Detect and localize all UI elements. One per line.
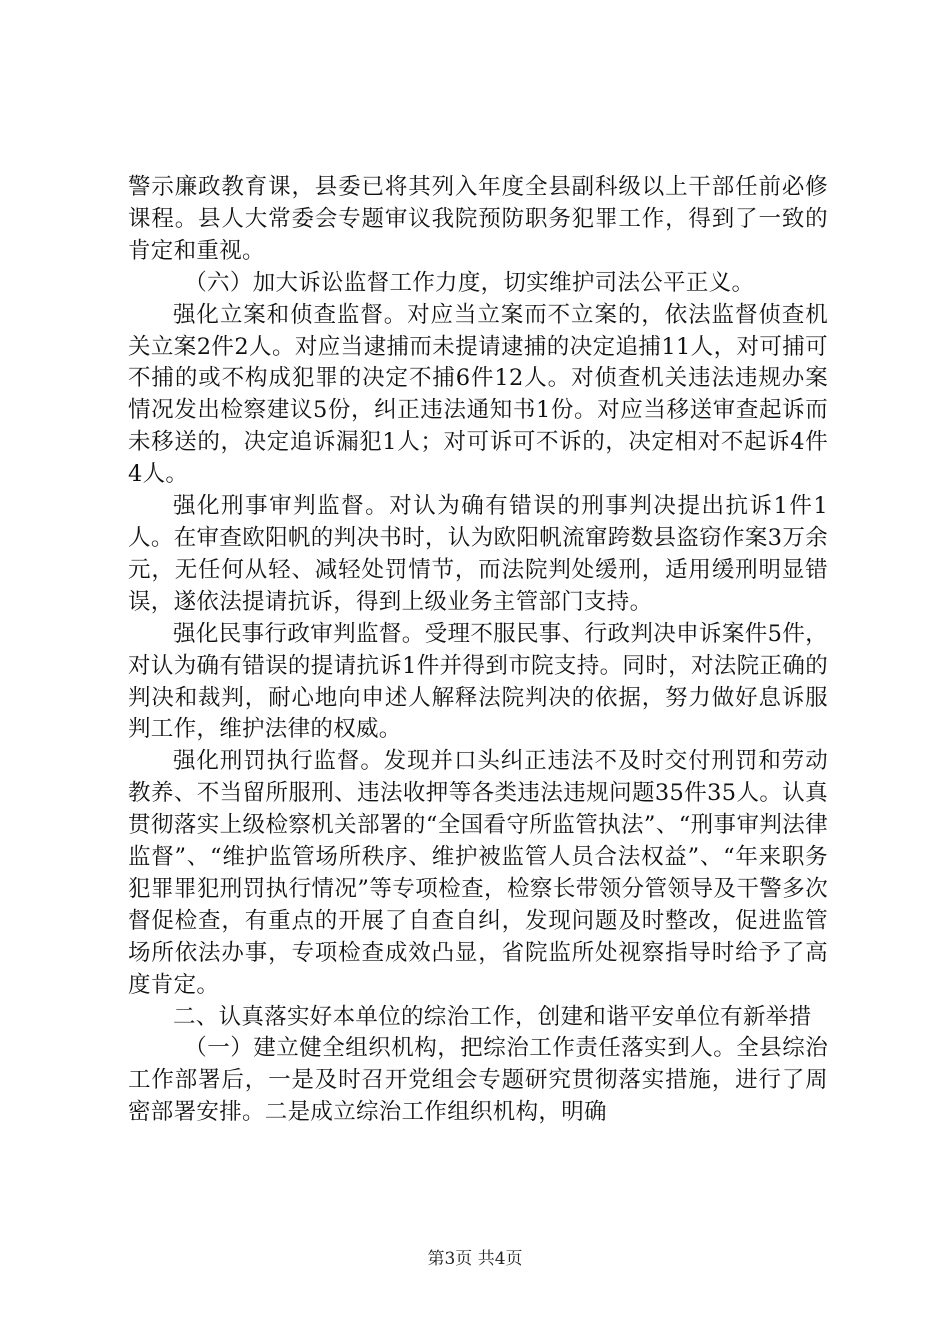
section-heading-two: 二、认真落实好本单位的综治工作，创建和谐平安单位有新举措 bbox=[173, 1003, 812, 1030]
paragraph-organization: （一）建立健全组织机构，把综治工作责任落实到人。全县综治工作部署后，一是及时召开党组会专题研究贯彻落实措施，进行了周密部署安排。二是成立综治工作组织机构，明确 bbox=[128, 1035, 828, 1126]
paragraph-civil-administrative-supervision: 强化民事行政审判监督。受理不服民事、行政判决申诉案件5件，对认为确有错误的提请抗诉1件并得到市院支持。同时，对法院正确的判决和裁判，耐心地向申述人解释法院判决的依据，努力做好息诉服判工作，维护法律的权威。 bbox=[128, 620, 828, 743]
paragraph-penalty-execution-supervision: 强化刑罚执行监督。发现并口头纠正违法不及时交付刑罚和劳动教养、不当留所服刑、违法收押等各类违法违规问题35件35人。认真贯彻落实上级检察机关部署的“全国看守所监管执法”、“刑事审判法律监督”、“维护监管场所秩序、维护被监管人员合法权益”、“年来职务犯罪罪犯刑罚执行情况”等专项检查，检察长带领分管领导及干警多次督促检查，有重点的开展了自查自纠，发现问题及时整改，促进监管场所依法办事，专项检查成效凸显，省院监所处视察指导时给予了高度肯定。 bbox=[128, 748, 828, 998]
section-heading-six: （六）加大诉讼监督工作力度，切实维护司法公平正义。 bbox=[184, 269, 755, 296]
paragraph-case-filing-supervision: 强化立案和侦查监督。对应当立案而不立案的，依法监督侦查机关立案2件2人。对应当逮捕而未提请逮捕的决定追捕11人，对可捕可不捕的或不构成犯罪的决定不捕6件12人。对侦查机关违法违规办案情况发出检察建议5份，纠正违法通知书1份。对应当移送审查起诉而未移送的，决定追诉漏犯1人；对可诉可不诉的，决定相对不起诉4件4人。 bbox=[128, 301, 828, 488]
document-body bbox=[128, 172, 828, 1129]
paragraph-continuation: 警示廉政教育课，县委已将其列入年度全县副科级以上干部任前必修课程。县人大常委会专题审议我院预防职务犯罪工作，得到了一致的肯定和重视。 bbox=[128, 174, 828, 264]
paragraph-criminal-trial-supervision: 强化刑事审判监督。对认为确有错误的刑事判决提出抗诉1件1人。在审查欧阳帆的判决书时，认为欧阳帆流窜跨数县盗窃作案3万余元，无任何从轻、减轻处罚情节，而法院判处缓刑，适用缓刑明显错误，遂依法提请抗诉，得到上级业务主管部门支持。 bbox=[128, 493, 828, 615]
page-footer: 第3页 共4页 bbox=[427, 1249, 523, 1269]
